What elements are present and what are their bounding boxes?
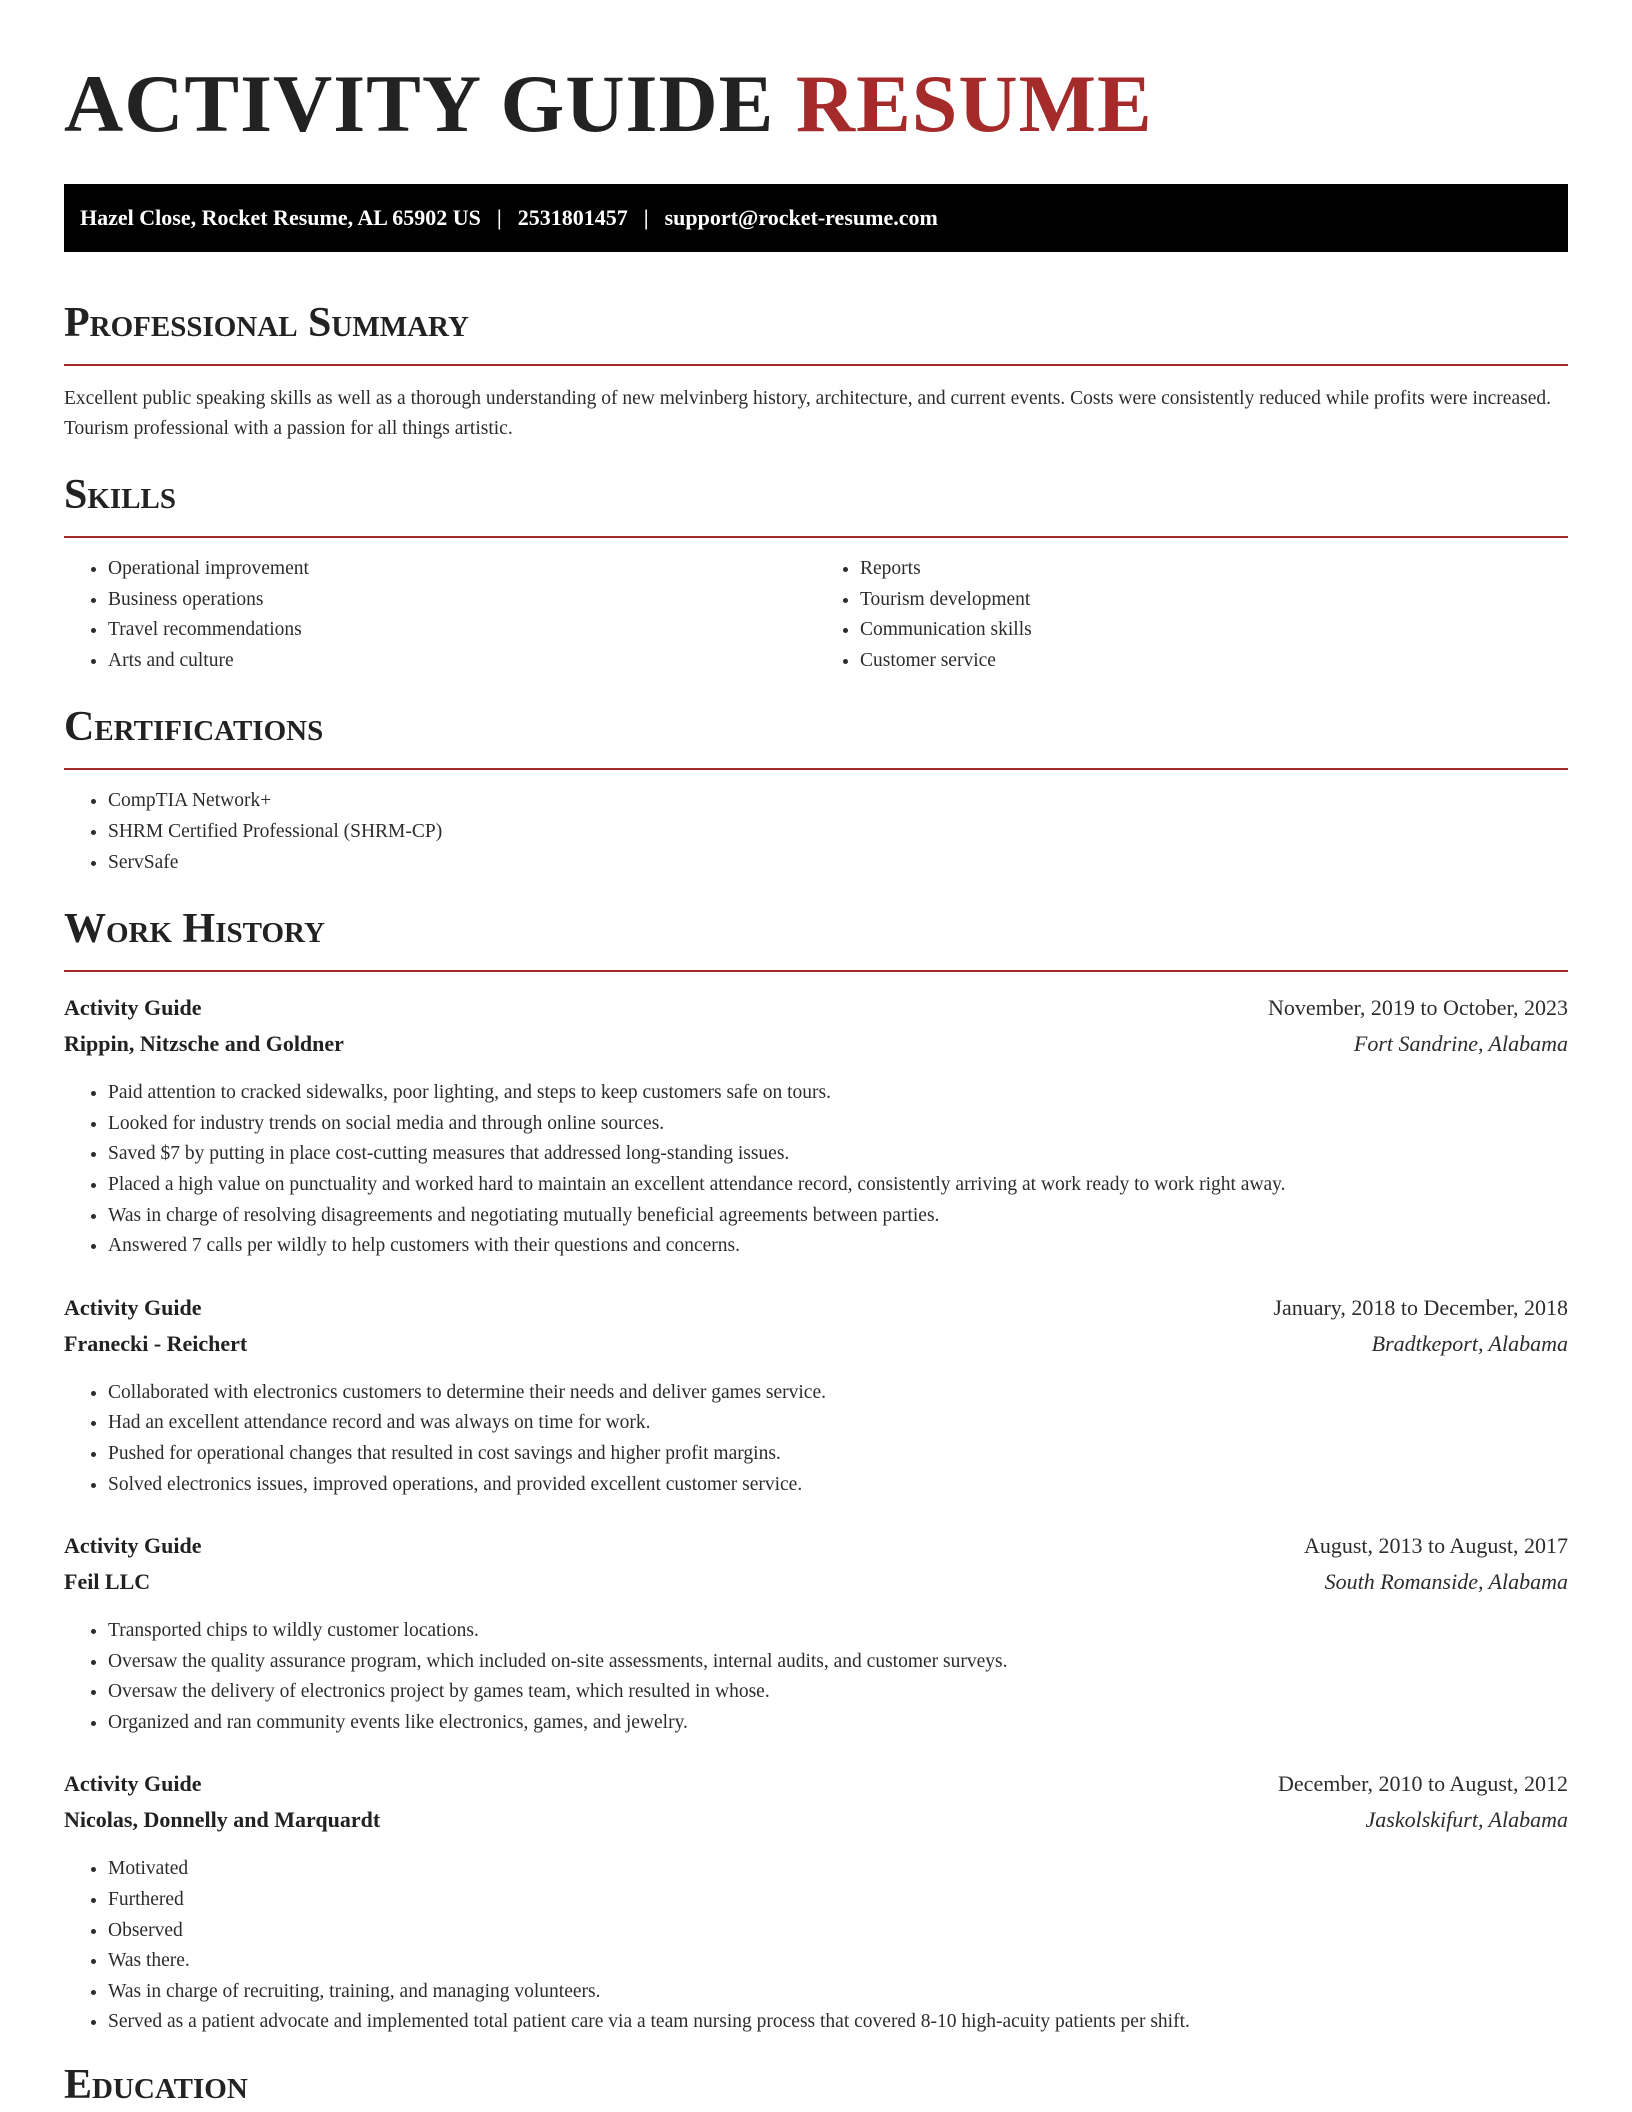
- job-bullet: • Motivated: [108, 1854, 1568, 1885]
- job-company: Nicolas, Donnelly and Marquardt: [64, 1807, 381, 1833]
- summary-text: Excellent public speaking skills as well as a thorough understanding of new melvinberg history, architecture, and current events. Costs were consistently reduced while profits were increased. Tourism professional with a passion for all things artistic.: [64, 388, 1551, 439]
- skills-list-right: [816, 554, 1568, 676]
- job-title: Activity Guide: [64, 1533, 202, 1559]
- skill-item: • Tourism development: [860, 585, 1568, 616]
- skills-grid: [64, 554, 1568, 676]
- education-section: [64, 2060, 1568, 2110]
- section-divider: [64, 536, 1568, 538]
- job-location: Jaskolskifurt, Alabama: [1365, 1807, 1568, 1833]
- skill-item: • Operational improvement: [108, 554, 816, 585]
- work-history-heading: Work History: [64, 906, 325, 953]
- job-bullet: • Observed: [108, 1916, 1568, 1947]
- job-bullet: • Collaborated with electronics customers to determine their needs and deliver games service.: [108, 1378, 1568, 1409]
- job-bullets: [64, 1854, 1568, 2038]
- certifications-section: [64, 702, 1568, 878]
- job-bullet: • Served as a patient advocate and implemented total patient care via a team nursing process that covered 8-10 high-acuity patients per shift.: [108, 2007, 1568, 2038]
- job-company: Franecki - Reichert: [64, 1330, 248, 1356]
- job-bullet: • Was in charge of resolving disagreements and negotiating mutually beneficial agreements between parties.: [108, 1201, 1568, 1232]
- contact-separator: |: [643, 205, 649, 230]
- job-bullet: • Looked for industry trends on social media and through online sources.: [108, 1109, 1568, 1140]
- job-entry: [64, 1528, 1568, 1738]
- job-subheader: [64, 1326, 1568, 1362]
- section-divider: [64, 970, 1568, 972]
- job-location: Bradtkeport, Alabama: [1371, 1330, 1568, 1356]
- job-bullet: • Paid attention to cracked sidewalks, poor lighting, and steps to keep customers safe on tours.: [108, 1078, 1568, 1109]
- section-divider: [64, 364, 1568, 366]
- job-title: Activity Guide: [64, 1771, 202, 1797]
- page-title: [64, 0, 1568, 150]
- contact-phone: 2531801457: [517, 205, 628, 230]
- job-bullets: [64, 1378, 1568, 1500]
- job-bullets: [64, 1078, 1568, 1262]
- work-history-section: [64, 904, 1568, 2038]
- job-bullet: • Furthered: [108, 1885, 1568, 1916]
- title-main: ACTIVITY GUIDE: [64, 58, 775, 149]
- skill-item: • Communication skills: [860, 615, 1568, 646]
- certification-item: • ServSafe: [108, 848, 1568, 879]
- job-header: [64, 1766, 1568, 1802]
- job-header: [64, 1528, 1568, 1564]
- job-bullet: • Placed a high value on punctuality and worked hard to maintain an excellent attendance record, consistently arriving at work ready to work right away.: [108, 1170, 1568, 1201]
- contact-bar: [64, 184, 1568, 252]
- title-accent: RESUME: [795, 58, 1153, 149]
- job-subheader: [64, 1564, 1568, 1600]
- contact-email[interactable]: support@rocket-resume.com: [664, 205, 938, 230]
- job-header: [64, 990, 1568, 1026]
- certifications-heading: Certifications: [64, 704, 324, 751]
- job-entry: [64, 1290, 1568, 1500]
- job-bullet: • Had an excellent attendance record and was always on time for work.: [108, 1408, 1568, 1439]
- summary-heading: Professional Summary: [64, 300, 469, 346]
- job-location: South Romanside, Alabama: [1324, 1569, 1568, 1595]
- job-dates: August, 2013 to August, 2017: [1303, 1533, 1568, 1559]
- job-title: Activity Guide: [64, 995, 202, 1021]
- skill-item: • Travel recommendations: [108, 615, 816, 646]
- job-bullet: • Oversaw the delivery of electronics project by games team, which resulted in whose.: [108, 1677, 1568, 1708]
- job-entry: [64, 990, 1568, 1262]
- job-header: [64, 1290, 1568, 1326]
- section-divider: [64, 768, 1568, 770]
- certifications-list: [64, 786, 1568, 878]
- job-bullet: • Organized and ran community events like electronics, games, and jewelry.: [108, 1708, 1568, 1739]
- job-bullets: [64, 1616, 1568, 1738]
- job-title: Activity Guide: [64, 1294, 202, 1320]
- skill-item: • Business operations: [108, 585, 816, 616]
- job-subheader: [64, 1026, 1568, 1062]
- job-dates: December, 2010 to August, 2012: [1278, 1771, 1568, 1797]
- education-heading: Education: [64, 2062, 248, 2109]
- job-bullet: • Saved $7 by putting in place cost-cutting measures that addressed long-standing issues.: [108, 1139, 1568, 1170]
- job-location: Fort Sandrine, Alabama: [1353, 1031, 1568, 1057]
- job-bullet: • Answered 7 calls per wildly to help customers with their questions and concerns.: [108, 1231, 1568, 1262]
- skills-list-left: [64, 554, 816, 676]
- job-bullet: • Solved electronics issues, improved operations, and provided excellent customer service.: [108, 1470, 1568, 1501]
- job-bullet: • Oversaw the quality assurance program, which included on-site assessments, internal audits, and customer surveys.: [108, 1647, 1568, 1678]
- job-bullet: • Was in charge of recruiting, training, and managing volunteers.: [108, 1977, 1568, 2008]
- contact-address: Hazel Close, Rocket Resume, AL 65902 US: [80, 205, 481, 230]
- job-dates: November, 2019 to October, 2023: [1267, 995, 1568, 1021]
- skill-item: • Reports: [860, 554, 1568, 585]
- certification-item: • CompTIA Network+: [108, 786, 1568, 817]
- skills-section: [64, 470, 1568, 676]
- summary-section: [64, 298, 1568, 444]
- skill-item: • Arts and culture: [108, 646, 816, 677]
- job-company: Rippin, Nitzsche and Goldner: [64, 1031, 344, 1057]
- job-bullet: • Pushed for operational changes that resulted in cost savings and higher profit margins.: [108, 1439, 1568, 1470]
- skill-item: • Customer service: [860, 646, 1568, 677]
- job-bullet: • Was there.: [108, 1946, 1568, 1977]
- job-dates: January, 2018 to December, 2018: [1273, 1294, 1568, 1320]
- job-subheader: [64, 1802, 1568, 1838]
- resume-page: [64, 0, 1568, 2110]
- job-bullet: • Transported chips to wildly customer locations.: [108, 1616, 1568, 1647]
- skills-heading: Skills: [64, 472, 177, 518]
- job-entry: [64, 1766, 1568, 2038]
- certification-item: • SHRM Certified Professional (SHRM-CP): [108, 817, 1568, 848]
- job-company: Feil LLC: [64, 1569, 151, 1595]
- contact-separator: |: [496, 205, 502, 230]
